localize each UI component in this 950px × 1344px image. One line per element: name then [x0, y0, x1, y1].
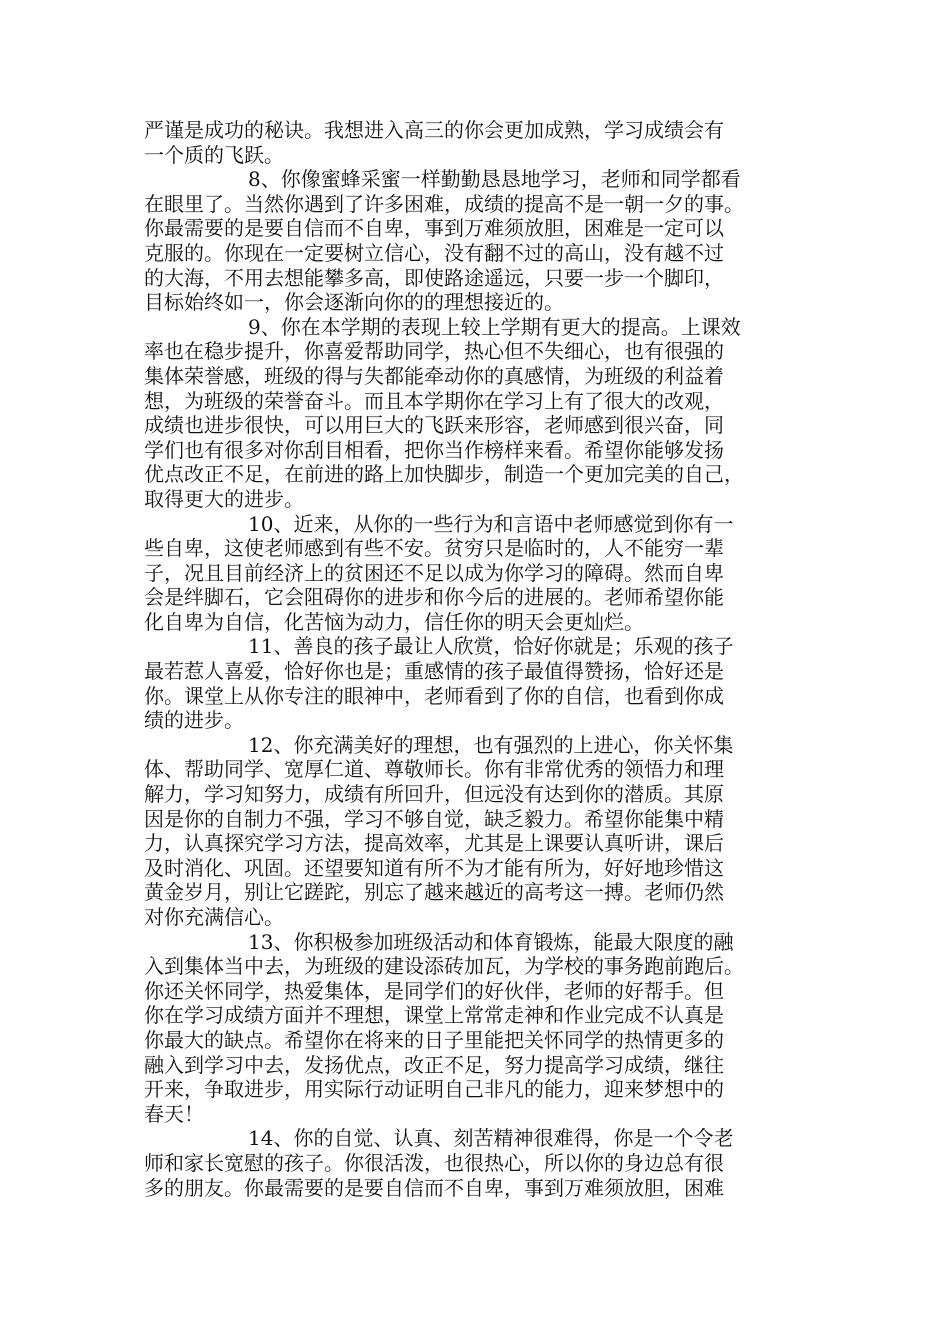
text-line: 8、你像蜜蜂采蜜一样勤勤恳恳地学习，老师和同学都看 [248, 167, 741, 192]
text-line: 11、善良的孩子最让人欣赏，恰好你就是；乐观的孩子 [248, 634, 734, 659]
text-line: 师和家长宽慰的孩子。你很活泼，也很热心，所以你的身边总有很 [144, 1150, 724, 1175]
text-line: 黄金岁月，别让它蹉跎，别忘了越来越近的高考这一搏。老师仍然 [144, 880, 724, 905]
text-line: 的大海，不用去想能攀多高，即使路途遥远，只要一步一个脚印， [144, 265, 724, 290]
text-line: 多的朋友。你最需要的是要自信而不自卑，事到万难须放胆，困难 [144, 1175, 724, 1200]
text-line: 入到集体当中去，为班级的建设添砖加瓦，为学校的事务跑前跑后。 [144, 954, 744, 979]
paragraph-13 [144, 930, 824, 1127]
text-line: 目标始终如一，你会逐渐向你的的理想接近的。 [144, 290, 564, 315]
paragraph-10 [144, 512, 824, 635]
text-line: 化自卑为自信，化苦恼为动力，信任你的明天会更灿烂。 [144, 609, 644, 634]
text-line: 学们也有很多对你刮目相看，把你当作榜样来看。希望你能够发扬 [144, 437, 724, 462]
paragraph-8 [144, 167, 824, 315]
text-line: 绩的进步。 [144, 708, 244, 733]
text-line: 9、你在本学期的表现上较上学期有更大的提高。上课效 [248, 314, 741, 339]
text-line: 些自卑，这使老师感到有些不安。贫穷只是临时的，人不能穷一辈 [144, 536, 724, 561]
text-line: 子，况且目前经济上的贫困还不足以成为你学习的障碍。然而自卑 [144, 560, 724, 585]
text-line: 想，为班级的荣誉奋斗。而且本学期你在学习上有了很大的改观， [144, 388, 724, 413]
document-page [144, 118, 824, 1200]
text-line: 14、你的自觉、认真、刻苦精神很难得，你是一个令老 [248, 1126, 734, 1151]
text-line: 你。课堂上从你专注的眼神中，老师看到了你的自信，也看到你成 [144, 683, 724, 708]
text-line: 力，认真探究学习方法，提高效率，尤其是上课要认真听讲，课后 [144, 831, 724, 856]
text-line: 10、近来，从你的一些行为和言语中老师感觉到你有一 [248, 511, 734, 536]
paragraph-14 [144, 1126, 824, 1200]
text-line: 严谨是成功的秘诀。我想进入高三的你会更加成熟，学习成绩会有 [144, 118, 724, 142]
text-line: 体、帮助同学、宽厚仁道、尊敬师长。你有非常优秀的领悟力和理 [144, 757, 724, 782]
paragraph-12 [144, 733, 824, 930]
text-line: 解力，学习知努力，成绩有所回升，但远没有达到你的潜质。其原 [144, 782, 724, 807]
text-line: 及时消化、巩固。还望要知道有所不为才能有所为，好好地珍惜这 [144, 855, 724, 880]
text-line: 你还关怀同学，热爱集体，是同学们的好伙伴，老师的好帮手。但 [144, 978, 724, 1003]
text-line: 13、你积极参加班级活动和体育锻炼，能最大限度的融 [248, 929, 734, 954]
text-line: 成绩也进步很快，可以用巨大的飞跃来形容，老师感到很兴奋，同 [144, 413, 724, 438]
text-line: 在眼里了。当然你遇到了许多困难，成绩的提高不是一朝一夕的事。 [144, 191, 744, 216]
text-line: 最若惹人喜爱，恰好你也是；重感情的孩子最值得赞扬，恰好还是 [144, 659, 724, 684]
text-line: 集体荣誉感，班级的得与失都能牵动你的真感情，为班级的利益着 [144, 363, 724, 388]
paragraph-7-end [144, 118, 824, 167]
text-line: 12、你充满美好的理想，也有强烈的上进心，你关怀集 [248, 732, 734, 757]
paragraph-11 [144, 634, 824, 732]
text-line: 优点改正不足，在前进的路上加快脚步，制造一个更加完美的自己， [144, 462, 744, 487]
text-line: 取得更大的进步。 [144, 486, 304, 511]
text-line: 克服的。你现在一定要树立信心，没有翻不过的高山，没有越不过 [144, 240, 724, 265]
text-line: 你最需要的是要自信而不自卑，事到万难须放胆，困难是一定可以 [144, 216, 724, 241]
text-line: 春天！ [144, 1101, 204, 1126]
text-line: 融入到学习中去，发扬优点，改正不足，努力提高学习成绩，继往 [144, 1052, 724, 1077]
text-line: 一个质的飞跃。 [144, 142, 284, 167]
text-line: 因是你的自制力不强，学习不够自觉，缺乏毅力。希望你能集中精 [144, 806, 724, 831]
text-line: 你最大的缺点。希望你在将来的日子里能把关怀同学的热情更多的 [144, 1027, 724, 1052]
text-line: 开来，争取进步，用实际行动证明自己非凡的能力，迎来梦想中的 [144, 1077, 724, 1102]
text-line: 率也在稳步提升，你喜爱帮助同学，热心但不失细心，也有很强的 [144, 339, 724, 364]
text-line: 你在学习成绩方面并不理想，课堂上常常走神和作业完成不认真是 [144, 1003, 724, 1028]
text-line: 会是绊脚石，它会阻碍你的进步和你今后的进展的。老师希望你能 [144, 585, 724, 610]
text-line: 对你充满信心。 [144, 905, 284, 929]
paragraph-9 [144, 315, 824, 512]
